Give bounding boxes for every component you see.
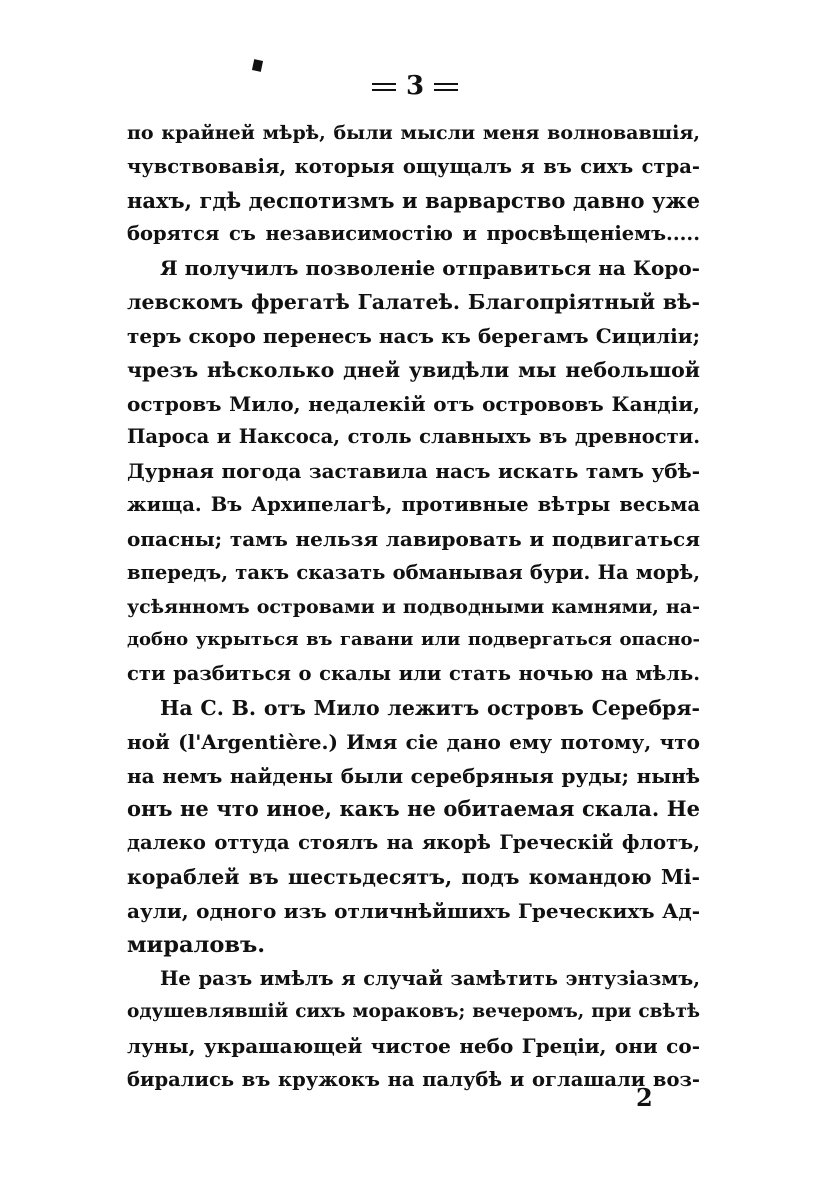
text-line: Я получилъ позволеніе отправиться на Коро- <box>160 256 700 280</box>
text-line: сти разбиться о скалы или стать ночью на мѣль. <box>127 662 700 685</box>
page-number: 3 <box>405 71 425 101</box>
text-line: по крайней мѣрѣ, были мысли меня волновавшія, <box>127 122 700 144</box>
header-rule-right <box>434 83 458 91</box>
text-line: чрезъ нѣсколько дней увидѣли мы небольшой <box>127 358 700 382</box>
text-line: впередъ, такъ сказать обманывая бури. На морѣ, <box>127 561 700 584</box>
text-line: бирались въ кружокъ на палубѣ и оглашали воз- <box>127 1068 700 1091</box>
text-line: Дурная погода заставила насъ искать тамъ убѣ- <box>127 459 700 483</box>
text-line: опасны; тамъ нельзя лавировать и подвигаться <box>127 527 700 551</box>
text-line: одушевлявшій сихъ мораковъ; вечеромъ, при свѣтѣ <box>127 1001 700 1022</box>
text-line: аули, одного изъ отличнѣйшихъ Греческихъ Ад- <box>127 899 700 923</box>
ink-mark <box>252 59 263 72</box>
text-line: Не разъ имѣлъ я случай замѣтить энтузіазмъ, <box>160 967 700 990</box>
text-line: кораблей въ шестьдесятъ, подъ командою Mi- <box>127 865 700 889</box>
text-line: далеко оттуда стоялъ на якорѣ Греческій флотъ, <box>127 831 700 854</box>
text-line: онъ не что иное, какъ не обитаемая скала. Не <box>127 796 700 821</box>
text-line: левскомъ фрегатѣ Галатеѣ. Благопріятный вѣ- <box>127 290 700 314</box>
text-line: ной (l'Argentière.) Имя сіе дано ему потому, что <box>127 730 700 754</box>
text-line: добно укрыться въ гавани или подвергаться опасно- <box>127 629 700 650</box>
signature-mark: 2 <box>636 1083 653 1112</box>
text-line: на немъ найдены были серебряныя руды; нынѣ <box>127 764 700 788</box>
text-line: На С. В. отъ Мило лежитъ островъ Серебря- <box>160 696 700 720</box>
text-line: жища. Въ Архипелагѣ, противные вѣтры весьма <box>127 493 700 516</box>
text-line: Пароса и Наксоса, столь славныхъ въ древности. <box>127 425 700 448</box>
text-line: островъ Мило, недалекій отъ острововъ Кандіи, <box>127 392 700 416</box>
page-header <box>360 68 470 104</box>
text-line: борятся съ независимостію и просвѣщеніемъ..... <box>127 222 700 245</box>
text-line: нахъ, гдѣ деспотизмъ и варварство давно уже <box>127 188 700 213</box>
text-line: луны, украшающей чистое небо Греціи, они со- <box>127 1034 700 1058</box>
text-line: чувствовавія, которыя ощущалъ я въ сихъ стра- <box>127 155 700 178</box>
header-rule-left <box>372 83 396 91</box>
text-line: теръ скоро перенесъ насъ къ берегамъ Сициліи; <box>127 324 700 348</box>
text-line: мираловъ. <box>127 932 266 958</box>
text-line: усѣянномъ островами и подводными камнями, на- <box>127 596 700 618</box>
